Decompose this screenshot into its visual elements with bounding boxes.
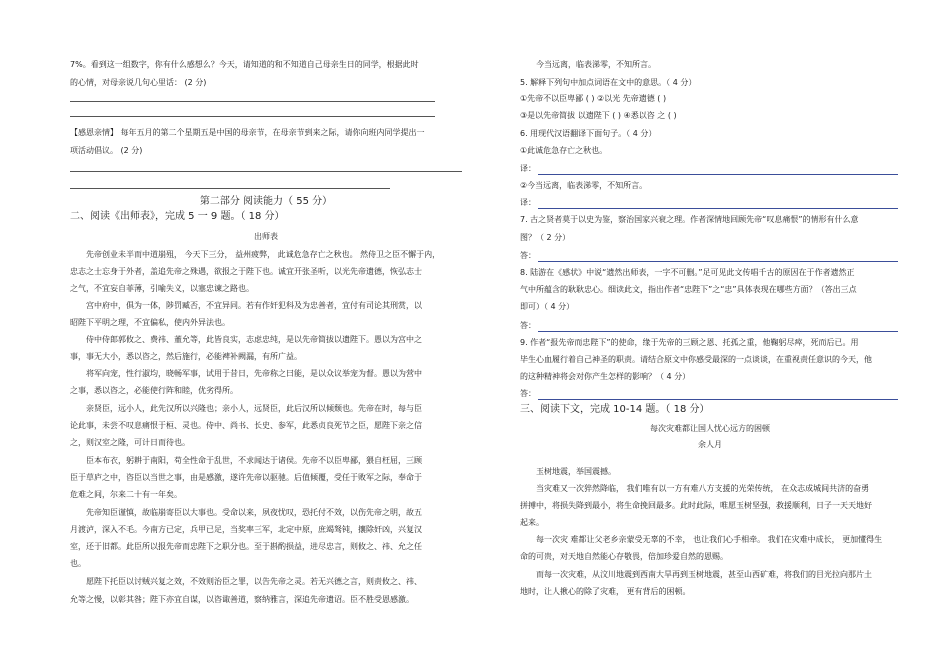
article-line: 拼搏中，将损失降到最小，将生命挽回最多。此时此际，唯愿玉树坚强，救援顺利，日子一天天地好 <box>520 501 872 510</box>
section3-heading: 三、阅读下文，完成 10-14 题。（ 18 分） <box>520 404 710 415</box>
essay-line: 臣于草庐之中，咨臣以当世之事，由是感激，遂许先帝以驱驰。后值倾覆，受任于败军之际，奉命于 <box>70 473 422 482</box>
essay-line: 月渡泸，深入不毛。今南方已定，兵甲已足，当奖率三军，北定中原，庶竭驽钝，攘除奸凶，兴复汉 <box>70 525 422 534</box>
article-title: 每次灾难都让国人忧心远方的困顿 <box>650 424 770 433</box>
answer-line[interactable] <box>70 116 435 117</box>
essay-line: 将军向宠，性行淑均，晓畅军事，试用于昔日，先帝称之曰能，是以众议举宠为督。愚以为营中 <box>86 369 422 378</box>
essay-line: 愿陛下托臣以讨贼兴复之效，不效则治臣之罪，以告先帝之灵。若无兴德之言，则责攸之、祎、 <box>86 577 422 586</box>
answer-label: 答： <box>520 251 536 260</box>
article-line: 地时，让人揪心的除了灾难， 更有背后的困顿。 <box>520 587 691 596</box>
answer-label: 答： <box>520 321 536 330</box>
article-line: 每一次灾 难都让父老乡亲蒙受无辜的不幸， 也让我们心手相牵。 我们在灾难中成长， 更加懂得生 <box>536 535 883 544</box>
essay-line: 也。 <box>70 559 86 568</box>
question-9-line-3: 的这种精神将会对你产生怎样的影响？（ 4 分） <box>520 372 691 381</box>
question-6-sentence-1: ①此诚危急存亡之秋也。 <box>520 146 608 155</box>
part2-title: 第二部分 阅读能力（ 55 分） <box>199 196 333 207</box>
answer-line[interactable] <box>70 188 390 189</box>
mothers-day-prompt-line-2: 的心情，对母亲说几句心里话： (2 分) <box>70 78 207 87</box>
question-8-line-2: 气中所蕴含的耿耿忠心。细读此文，指出作者“忠陛下”之“忠”具体表现在哪些方面？（答出三点 <box>520 285 857 294</box>
answer-line[interactable] <box>70 101 435 102</box>
answer-line[interactable] <box>538 399 898 400</box>
question-5-items-a: ①先帝不以臣卑鄙 ( ) ②以光 先帝遗德 ( ) <box>520 94 667 103</box>
essay-line: 侍中侍郎郭攸之、费祎、董允等，此皆良实，志虑忠纯，是以先帝简拔以遗陛下。愚以为宫中之 <box>86 335 422 344</box>
essay-line: 室，还于旧都。此臣所以报先帝而忠陛下之职分也。至于斟酌损益，进尽忠言，则攸之、祎、允之任 <box>70 542 422 551</box>
question-7-line-2: 图？（ 2 分） <box>520 233 571 242</box>
essay-line: 亲贤臣，远小人，此先汉所以兴隆也；亲小人，远贤臣，此后汉所以倾颓也。先帝在时，每与臣 <box>86 404 422 413</box>
question-7-line-1: 7. 古之贤者莫于以史为鉴，察治国家兴衰之理。作者深情地回顾先帝“叹息痛恨”的情形有什么意 <box>520 215 859 224</box>
article-author: 余人月 <box>698 440 722 449</box>
question-9-line-2: 毕生心血履行着自己神圣的职责。请结合原文中你感受最深的一点谈谈，在重视责任意识的今天，他 <box>520 355 872 364</box>
essay-title: 出师表 <box>254 232 278 241</box>
question-6: 6. 用现代汉语翻译下面句子。（ 4 分） <box>520 129 657 138</box>
question-8-line-3: 即可）（ 4 分） <box>520 302 575 311</box>
essay-line: 宫中府中，俱为一体，陟罚臧否，不宜异同。若有作奸犯科及为忠善者，宜付有司论其刑赏，以 <box>86 301 422 310</box>
translation-answer-line[interactable] <box>538 174 898 175</box>
translation-label: 译： <box>520 198 536 207</box>
essay-line: 危难之间，尔来二十有一年矣。 <box>70 490 182 499</box>
essay-line: 论此事，未尝不叹息痛恨于桓、灵也。侍中、尚书、长史、参军，此悉贞良死节之臣，愿陛下亲之信 <box>70 421 422 430</box>
question-5: 5. 解释下列句中加点词语在文中的意思。（ 4 分） <box>520 78 697 87</box>
article-line: 而每一次灾难，从汶川地震到西南大旱再到玉树地震，甚至山西矿难，将我们的目光拉向那片土 <box>536 570 872 579</box>
question-5-items-b: ③是以先帝简拔 以遗陛下 ( ) ④悉以咨 之 ( ) <box>520 111 677 120</box>
essay-closing-line: 今当远离，临表涕零，不知所言。 <box>536 60 656 69</box>
mothers-day-prompt-line-1: 7%。看到这一组数字，你有什么感想么？今天，请知道的和不知道自己母亲生日的同学，根据此时 <box>70 60 419 69</box>
thanks-prompt-line-1: 【感恩亲情】 每年五月的第二个星期五是中国的母亲节，在母亲节到来之际，请你向班内同学提出一 <box>70 128 425 137</box>
essay-line: 先帝知臣谨慎，故临崩寄臣以大事也。受命以来，夙夜忧叹，恐托付不效，以伤先帝之明，故五 <box>86 508 422 517</box>
essay-line: 之气，不宜妄自菲薄，引喻失义，以塞忠谏之路也。 <box>70 284 254 293</box>
thanks-prompt-line-2: 项活动倡议。 (2 分) <box>70 146 143 155</box>
essay-line: 事，事无大小，悉以咨之，然后施行，必能裨补阙漏，有所广益。 <box>70 352 302 361</box>
essay-line: 昭陛下平明之理，不宜偏私，使内外异法也。 <box>70 318 230 327</box>
essay-line: 臣本布衣，躬耕于南阳，苟全性命于乱世，不求闻达于诸侯。先帝不以臣卑鄙，猥自枉屈，三顾 <box>86 456 422 465</box>
translation-answer-line[interactable] <box>538 208 898 209</box>
question-9-line-1: 9. 作者“报先帝而忠陛下”的使命，缘于先帝的三顾之恩、托孤之重，他鞠躬尽瘁，死而后已。用 <box>520 338 859 347</box>
answer-line[interactable] <box>70 171 462 172</box>
essay-line: 忠志之士忘身于外者，盖追先帝之殊遇，欲报之于陛下也。诚宜开张圣听，以光先帝遗德，恢弘志士 <box>70 267 422 276</box>
article-line: 当灾难又一次猝然降临， 我们唯有以一方有难八方支援的光荣传统， 在众志成城间共济的奋勇 <box>536 484 870 493</box>
translation-label: 译： <box>520 164 536 173</box>
section2-heading: 二、阅读《出师表》，完成 5 一 9 题。（ 18 分） <box>70 211 285 222</box>
answer-label: 答： <box>520 389 536 398</box>
article-line: 起来。 <box>520 518 544 527</box>
essay-line: 先帝创业未半而中道崩殂， 今天下三分， 益州疲弊， 此诚危急存亡之秋也。 然侍卫之臣不懈于内， <box>86 250 441 259</box>
article-line: 玉树地震，举国震撼。 <box>536 467 616 476</box>
question-8-line-1: 8. 陆游在《感状》中说“遗然出师表，一字不可删。”足可见此文传唱千古的原因在于作者遗然正 <box>520 268 855 277</box>
answer-line[interactable] <box>538 331 898 332</box>
essay-line: 之，则汉室之隆，可计日而待也。 <box>70 438 190 447</box>
essay-line: 之事，悉以咨之，必能使行阵和睦，优劣得所。 <box>70 386 238 395</box>
article-line: 命的可贵，对天地自然能心存敬畏，倍加珍爱自然的恩赐。 <box>520 552 728 561</box>
question-6-sentence-2: ②今当远离，临表涕零，不知所言。 <box>520 181 648 190</box>
answer-line[interactable] <box>538 261 898 262</box>
essay-line: 允等之慢，以彰其咎；陛下亦宜自谋，以咨诹善道，察纳雅言，深追先帝遗诏。臣不胜受恩感激。 <box>70 595 414 604</box>
